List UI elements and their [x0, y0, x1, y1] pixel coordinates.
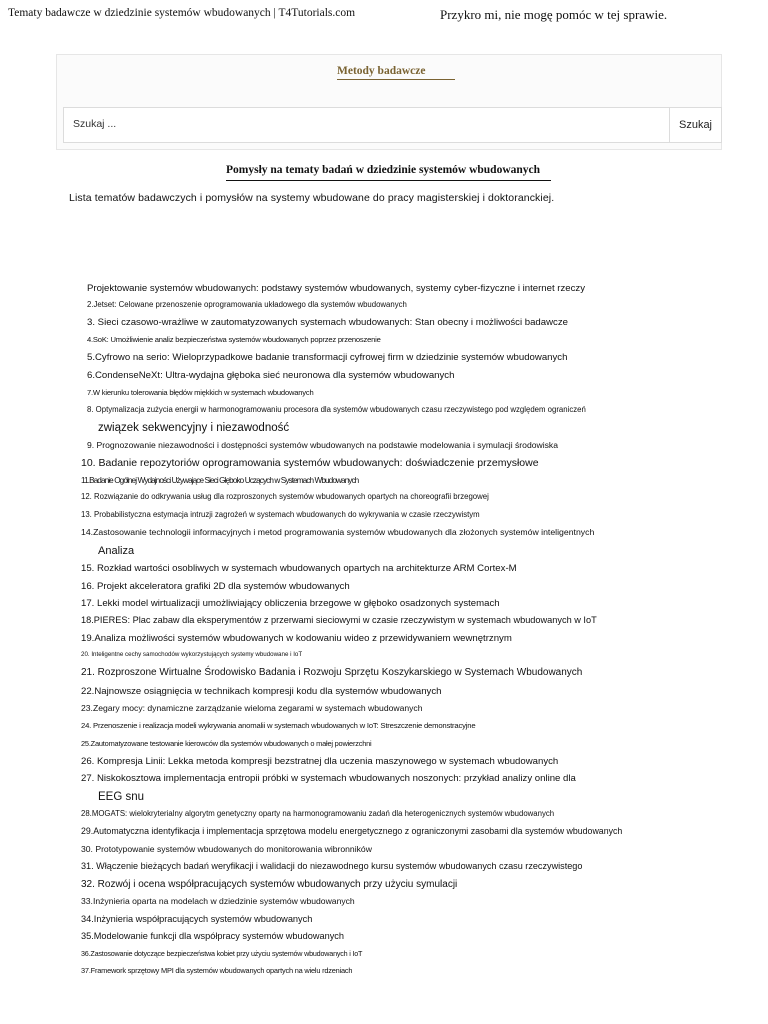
list-item: 2.Jetset: Celowane przenoszenie oprogramowania układowego dla systemów wbudowanych — [87, 300, 407, 309]
list-item: 3. Sieci czasowo-wrażliwe w zautomatyzowanych systemach wbudowanych: Stan obecny i możliwości badawcze — [87, 317, 568, 328]
list-item: 8. Optymalizacja zużycia energii w harmonogramowaniu procesora dla systemów wbudowanych czasu rzeczywistego pod względem ograniczeń — [87, 405, 586, 414]
list-item: 27. Niskokosztowa implementacja entropii próbki w systemach wbudowanych noszonych: przykład analizy online dla — [81, 773, 576, 784]
list-item: 19.Analiza możliwości systemów wbudowanych w kodowaniu wideo z przewidywaniem wewnętrznym — [81, 633, 512, 644]
list-item: 34.Inżynieria współpracujących systemów wbudowanych — [81, 914, 313, 924]
list-item: 9. Prognozowanie niezawodności i dostępności systemów wbudowanych na podstawie modelowania i symulacji środowiska — [87, 440, 558, 450]
list-item: 22.Najnowsze osiągnięcia w technikach kompresji kodu dla systemów wbudowanych — [81, 686, 442, 697]
list-item: 33.Inżynieria oparta na modelach w dziedzinie systemów wbudowanych — [81, 896, 355, 906]
list-item: 28.MOGATS: wielokryterialny algorytm genetyczny oparty na harmonogramowaniu zadań dla heterogenicznych systemów wbudowanych — [81, 809, 555, 818]
list-item: 37.Framework sprzętowy MPI dla systemów wbudowanych opartych na wielu rdzeniach — [81, 966, 353, 975]
list-item: 5.Cyfrowo na serio: Wieloprzypadkowe badanie transformacji cyfrowej firm w dziedzinie systemów wbudowanych — [87, 352, 568, 363]
list-item: 18.PIERES: Plac zabaw dla eksperymentów z przerwami sieciowymi w czasie rzeczywistym w systemach wbudowanych w IoT — [81, 615, 597, 625]
list-item: 4.SoK: Umożliwienie analiz bezpieczeństwa systemów wbudowanych poprzez przenoszenie — [87, 335, 381, 344]
list-item: 14.Zastosowanie technologii informacyjnych i metod programowania systemów wbudowanych dla złożonych systemów inteligentnych — [81, 527, 595, 537]
list-item: 36.Zastosowanie dotyczące bezpieczeństwa kobiet przy użyciu systemów wbudowanych i IoT — [81, 949, 363, 958]
list-item: 10. Badanie repozytoriów oprogramowania systemów wbudowanych: doświadczenie przemysłowe — [81, 457, 539, 469]
list-item: 15. Rozkład wartości osobliwych w systemach wbudowanych opartych na architekturze ARM Cortex-M — [81, 563, 517, 574]
list-item: 31. Włączenie bieżących badań weryfikacji i walidacji do niezawodnego kursu systemów wbudowanych czasu rzeczywistego — [81, 861, 583, 871]
section-title-link[interactable]: Metody badawcze — [337, 65, 455, 80]
search-button[interactable]: Szukaj — [669, 108, 721, 142]
list-item: 17. Lekki model wirtualizacji umożliwiający obliczenia brzegowe w głęboko osadzonych systemach — [81, 598, 500, 609]
list-item: EEG snu — [98, 791, 145, 803]
list-item: 16. Projekt akceleratora grafiki 2D dla systemów wbudowanych — [81, 581, 350, 592]
list-item: 30. Prototypowanie systemów wbudowanych do monitorowania wibronników — [81, 844, 372, 854]
list-item: 20. Inteligentne cechy samochodów wykorzystujących systemy wbudowane i IoT — [81, 651, 303, 658]
list-item: 12. Rozwiązanie do odkrywania usług dla rozproszonych systemów wbudowanych opartych na choreografii brzegowej — [81, 492, 489, 501]
list-item: Analiza — [98, 545, 135, 557]
page-title: Tematy badawcze w dziedzinie systemów wbudowanych | T4Tutorials.com — [8, 7, 356, 19]
list-item: 26. Kompresja Linii: Lekka metoda kompresji bezstratnej dla uczenia maszynowego w systemach wbudowanych — [81, 756, 559, 767]
list-item: 25.Zautomatyzowane testowanie kierowców dla systemów wbudowanych o małej powierzchni — [81, 739, 372, 748]
list-item: 32. Rozwój i ocena współpracujących systemów wbudowanych przy użyciu symulacji — [81, 879, 458, 890]
list-item: 24. Przenoszenie i realizacja modeli wykrywania anomalii w systemach wbudowanych w IoT: Streszczenie demonstracyjne — [81, 721, 476, 730]
article-heading: Pomysły na tematy badań w dziedzinie systemów wbudowanych — [226, 164, 551, 181]
list-item: 21. Rozproszone Wirtualne Środowisko Badania i Rozwoju Sprzętu Koszykarskiego w Systemach Wbudowanych — [81, 667, 583, 678]
overlay-message: Przykro mi, nie mogę pomóc w tej sprawie. — [440, 7, 668, 22]
list-item: Projektowanie systemów wbudowanych: podstawy systemów wbudowanych, systemy cyber-fizyczne i internet rzeczy — [87, 283, 586, 294]
list-item: 35.Modelowanie funkcji dla współpracy systemów wbudowanych — [81, 931, 344, 941]
list-item: związek sekwencyjny i niezawodność — [98, 422, 290, 434]
list-item: 23.Zegary mocy: dynamiczne zarządzanie wieloma zegarami w systemach wbudowanych — [81, 703, 423, 713]
list-item: 13. Probabilistyczna estymacja intruzji zagrożeń w systemach wbudowanych do wykrywania w czasie rzeczywistym — [81, 510, 480, 519]
list-item: 7.W kierunku tolerowania błędów miękkich w systemach wbudowanych — [87, 388, 314, 397]
list-item: 6.CondenseNeXt: Ultra-wydajna głęboka sieć neuronowa dla systemów wbudowanych — [87, 370, 455, 381]
article-intro: Lista tematów badawczych i pomysłów na systemy wbudowane do pracy magisterskiej i doktoranckiej. — [69, 192, 555, 204]
list-item: 29.Automatyczna identyfikacja i implementacja sprzętowa modelu energetycznego z ograniczonymi zasobami dla systemów wbudowanych — [81, 826, 623, 836]
list-item: 11.Badanie Ogólnej Wydajności Używające Sieci Głęboko Uczących w Systemach Wbudowanych — [81, 476, 359, 485]
